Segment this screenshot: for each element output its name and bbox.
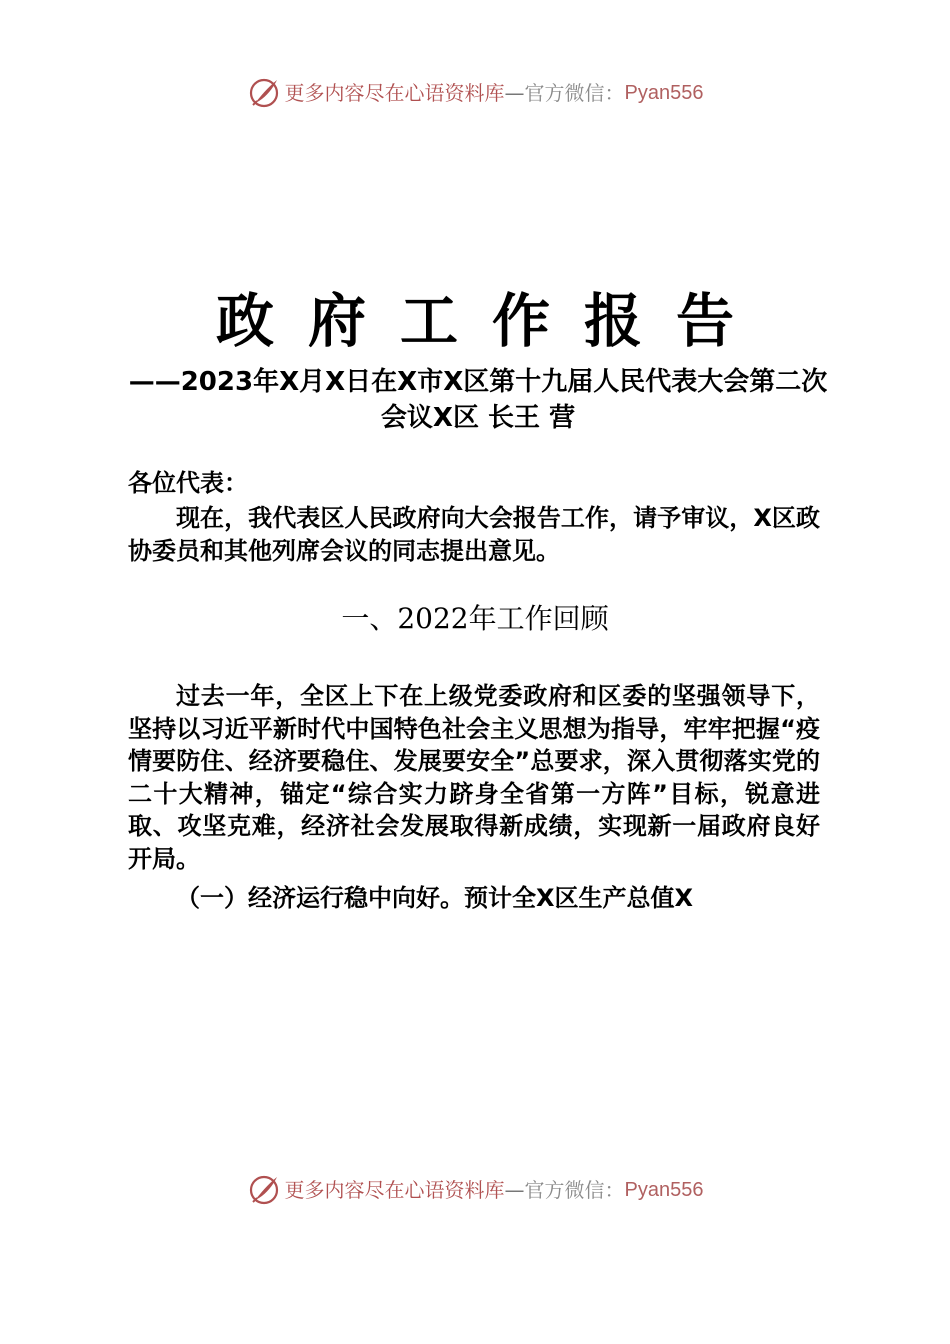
watermark-wechat-id: Pyan556 (624, 82, 704, 104)
watermark-header (0, 76, 950, 110)
watermark-wechat-label: 官方微信： (524, 1178, 625, 1202)
salutation: 各位代表： (128, 469, 248, 497)
document-subtitle: ——2023年X月X日在X市X区第十九届人民代表大会第二次会议X区 长王 营 (128, 367, 828, 433)
document-title: 政府工作报告 (215, 287, 768, 355)
watermark-separator: — (504, 1178, 525, 1202)
watermark-wechat-id: Pyan556 (624, 1179, 704, 1201)
watermark-text: 更多内容尽在心语资料库 (284, 1178, 505, 1202)
intro-paragraph: 现在，我代表区人民政府向大会报告工作，请予审议，X区政协委员和其他列席会议的同志提出意见。 (128, 504, 820, 565)
watermark-wechat-label: 官方微信： (524, 81, 625, 105)
watermark-text: 更多内容尽在心语资料库 (284, 81, 505, 105)
section-heading: 一、2022年工作回顾 (341, 602, 609, 635)
body-paragraph: 过去一年，全区上下在上级党委政府和区委的坚强领导下，坚持以习近平新时代中国特色社会主义思想为指导，牢牢把握“疫情要防住、经济要稳住、发展要安全”总要求，深入贯彻落实党的二十大精神，锚定“综合实力跻身全省第一方阵”目标，锐意进取、攻坚克难，经济社会发展取得新成绩，实现新一届政府良好开局。 (128, 682, 820, 873)
quill-pen-logo-icon (247, 76, 281, 110)
watermark-footer (0, 1173, 950, 1207)
quill-pen-logo-icon (247, 1173, 281, 1207)
watermark-separator: — (504, 81, 525, 105)
subsection-heading: （一）经济运行稳中向好。预计全X区生产总值X (176, 884, 694, 912)
